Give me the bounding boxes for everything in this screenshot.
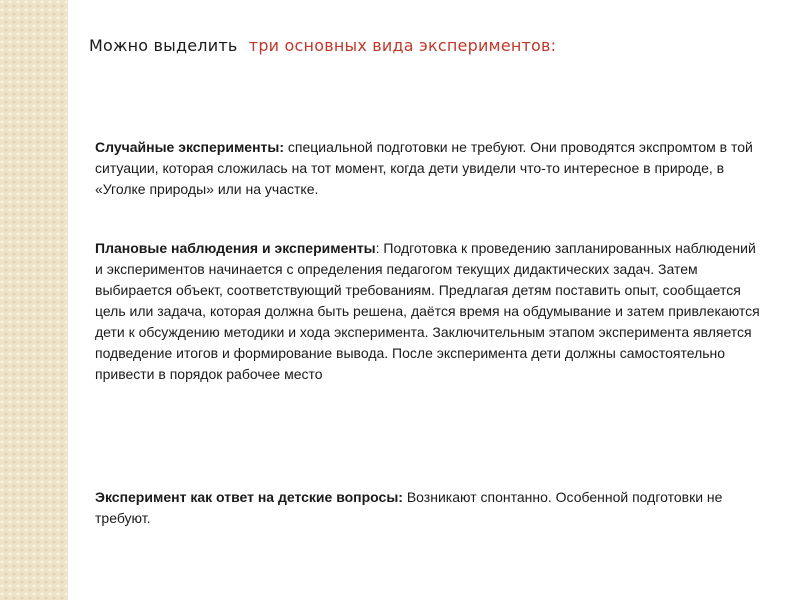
- term-question-experiments: Эксперимент как ответ на детские вопросы:: [95, 489, 403, 505]
- paragraph-random-experiments: [95, 137, 765, 200]
- term-random-experiments: Случайные эксперименты:: [95, 139, 285, 155]
- slide-heading: [89, 36, 556, 55]
- paragraph-question-experiments: [95, 487, 765, 529]
- decorative-side-band: [0, 0, 68, 600]
- desc-random-experiments: специальной подготовки не требуют. Они проводятся экспромтом в той ситуации, которая сложилась на тот момент, когда дети увидели что-то интересное в природе, в «Уголке природы» или на участке.: [95, 139, 753, 197]
- desc-planned-experiments: : Подготовка к проведению запланированных наблюдений и экспериментов начинается с определения педагогом текущих дидактических задач. Затем выбирается объект, соответствующий требованиям. Предлагая детям поставить опыт, сообщается цель или задача, которая должна быть решена, даётся время на обдумывание и затем привлекаются дети к обсуждению методики и хода эксперимента. Заключительным этапом эксперимента является подведение итогов и формирование вывода. После эксперимента дети должны самостоятельно привести в порядок рабочее место: [95, 240, 760, 382]
- term-planned-experiments: Плановые наблюдения и эксперименты: [95, 240, 376, 256]
- heading-accent: три основных вида экспериментов:: [248, 36, 557, 55]
- desc-question-experiments: Возникают спонтанно. Особенной подготовки не требуют.: [95, 489, 723, 526]
- heading-lead: Можно выделить: [89, 36, 238, 55]
- paragraph-planned-experiments: [95, 238, 765, 385]
